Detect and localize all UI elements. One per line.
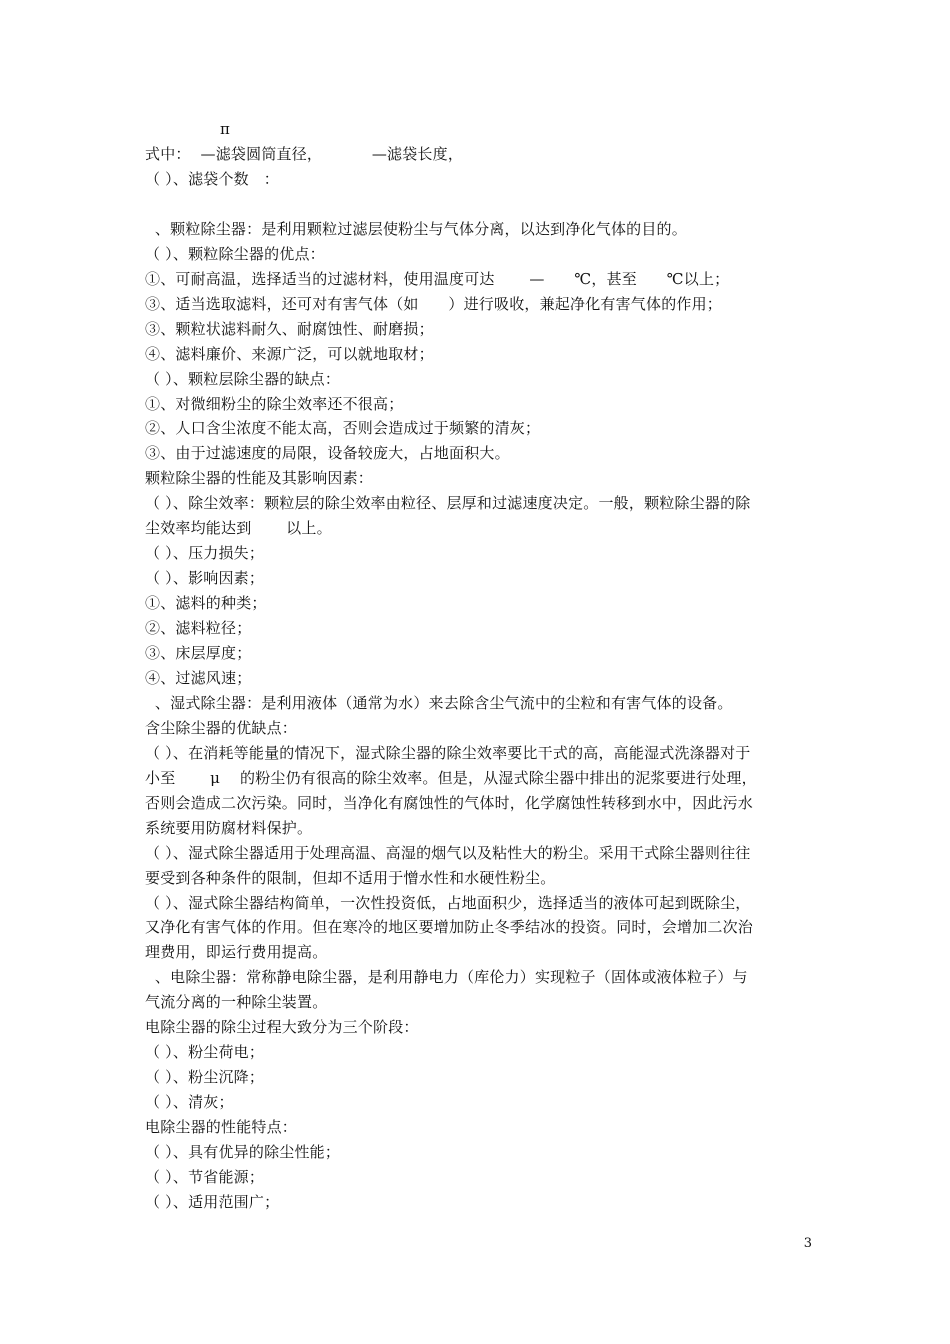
text-line: 、湿式除尘器：是利用液体（通常为水）来去除含尘气流中的尘粒和有害气体的设备。 — [145, 693, 733, 712]
text-line: ③、由于过滤速度的局限，设备较庞大，占地面积大。 — [145, 444, 510, 463]
text-line: ③、床层厚度； — [145, 644, 252, 662]
text-line: 小至 μ 的粉尘仍有很高的除尘效率。但是，从湿式除尘器中排出的泥浆要进行处理， — [145, 768, 757, 787]
text-line: 理费用，即运行费用提高。 — [145, 943, 328, 962]
text-line: 尘效率均能达到 以上。 — [145, 519, 332, 538]
text-line: 系统要用防腐材料保护。 — [145, 818, 313, 837]
text-line: ②、滤料粒径； — [145, 619, 252, 638]
text-line: （ ）、具有优异的除尘性能； — [145, 1143, 341, 1161]
text-line: 又净化有害气体的作用。但在寒冷的地区要增加防止冬季结冰的投资。同时，会增加二次治 — [145, 918, 754, 937]
text-line: 、电除尘器：常称静电除尘器，是利用静电力（库伦力）实现粒子（固体或液体粒子）与 — [145, 968, 748, 987]
text-line: 要受到各种条件的限制，但却不适用于憎水性和水硬性粉尘。 — [145, 868, 556, 887]
text-line: （ ）、粉尘沉降； — [145, 1068, 265, 1087]
text-line: ①、滤料的种类； — [145, 594, 267, 613]
text-line: （ ）、压力损失； — [145, 544, 265, 563]
text-line: （ ）、湿式除尘器结构简单，一次性投资低，占地面积少，选择适当的液体可起到既除尘， — [145, 893, 751, 912]
text-line: ③、适当选取滤料，还可对有害气体（如 ）进行吸收，兼起净化有害气体的作用； — [145, 294, 723, 313]
text-line: 颗粒除尘器的性能及其影响因素： — [145, 469, 374, 488]
text-line: 、颗粒除尘器：是利用颗粒过滤层使粉尘与气体分离，以达到净化气体的目的。 — [145, 219, 687, 238]
text-line: 含尘除尘器的优缺点： — [145, 718, 298, 737]
text-line: ④、过滤风速； — [145, 668, 252, 687]
text-line: （ ）、清灰； — [145, 1093, 234, 1112]
text-line: 式中： —滤袋圆筒直径， —滤袋长度， — [145, 145, 464, 163]
text-line: ①、对微细粉尘的除尘效率还不很高； — [145, 394, 404, 413]
text-line: ③、颗粒状滤料耐久、耐腐蚀性、耐磨损； — [145, 319, 434, 338]
text-line: （ ）、影响因素； — [145, 569, 265, 588]
text-line: （ ）、除尘效率：颗粒层的除尘效率由粒径、层厚和过滤速度决定。一般，颗粒除尘器的除 — [145, 494, 751, 513]
text-line: 电除尘器的除尘过程大致分为三个阶段： — [145, 1018, 419, 1037]
text-line: ②、人口含尘浓度不能太高，否则会造成过于频繁的清灰； — [145, 419, 541, 438]
pi-symbol: π — [220, 120, 230, 138]
text-line: 电除尘器的性能特点： — [145, 1118, 298, 1137]
text-line: （ ）、滤袋个数 ： — [145, 169, 279, 188]
text-line: （ ）、颗粒层除尘器的缺点： — [145, 369, 341, 388]
text-line: （ ）、颗粒除尘器的优点： — [145, 244, 325, 263]
text-line: （ ）、在消耗等能量的情况下，湿式除尘器的除尘效率要比干式的高，高能湿式洗涤器对于 — [145, 743, 751, 762]
text-line: （ ）、节省能源； — [145, 1167, 265, 1186]
text-line: （ ）、适用范围广； — [145, 1192, 280, 1211]
text-line: （ ）、湿式除尘器适用于处理高温、高湿的烟气以及粘性大的粉尘。采用干式除尘器则往往 — [145, 843, 751, 862]
text-line: ④、滤料廉价、来源广泛，可以就地取材； — [145, 344, 434, 363]
text-line: 否则会造成二次污染。同时，当净化有腐蚀性的气体时，化学腐蚀性转移到水中，因此污水 — [145, 793, 754, 812]
text-line: ①、可耐高温，选择适当的过滤材料，使用温度可达 — ℃，甚至 ℃以上； — [145, 269, 730, 288]
text-line: （ ）、粉尘荷电； — [145, 1043, 265, 1062]
text-line: 气流分离的一种除尘装置。 — [145, 993, 328, 1012]
page-number: 3 — [803, 1236, 812, 1251]
